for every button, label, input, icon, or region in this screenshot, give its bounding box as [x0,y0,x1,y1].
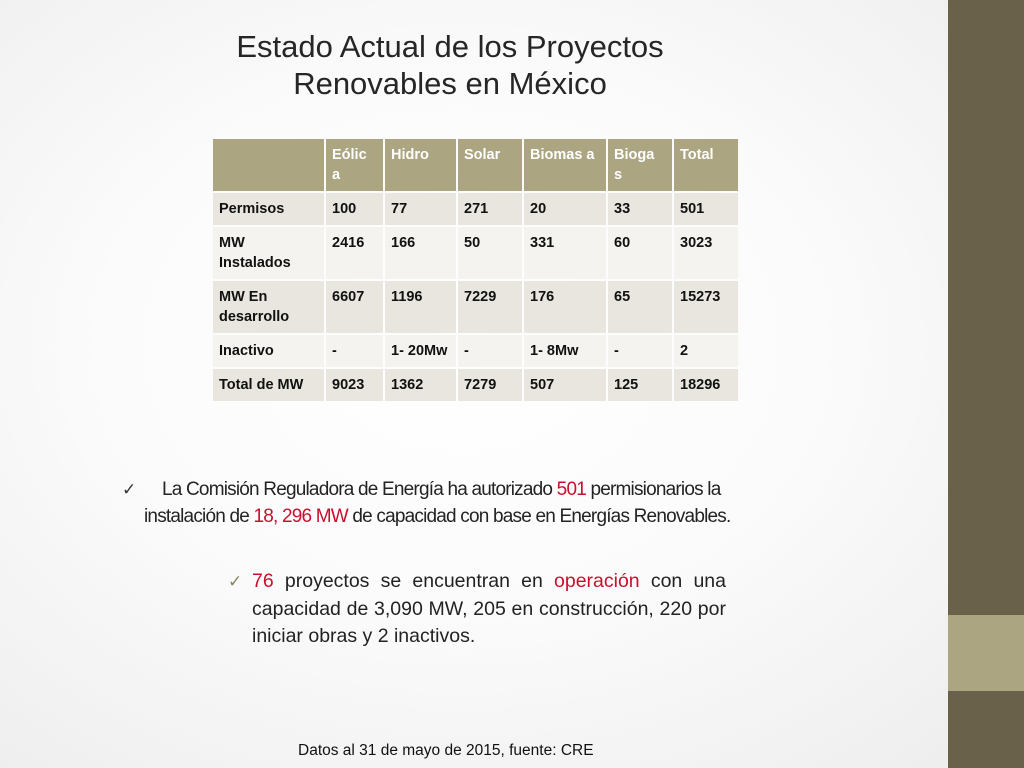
bullet-projects-status [228,568,726,651]
table-cell: 176 [524,281,606,333]
bullet-text: con una capacidad de 3,090 MW, 205 en construcción, 220 por iniciar obras y 2 inactivos. [252,570,726,647]
projects-count: 76 [252,570,274,592]
table-cell: 77 [385,193,456,225]
bullet-text: de capacidad con base en Energías Renovables. [347,506,731,527]
table-row [213,227,738,279]
row-label: Inactivo [213,335,324,367]
bullet-line-1 [122,476,822,503]
capacity-total: 18, 296 MW [253,506,348,527]
row-label: MW Instalados [213,227,324,279]
table-cell: 100 [326,193,383,225]
header-cell: Solar [458,139,522,191]
bullet-text: permisionarios la [585,479,721,500]
table-cell: 7279 [458,369,522,401]
table-row [213,193,738,225]
row-label: Total de MW [213,369,324,401]
row-label: MW En desarrollo [213,281,324,333]
table-cell: 501 [674,193,738,225]
bullet-cre-authorization [122,476,822,530]
bullet-text: instalación de [144,506,254,527]
table-cell: 507 [524,369,606,401]
bullet-body [252,568,726,651]
table-cell: 3023 [674,227,738,279]
slide-title [0,28,900,102]
table-cell: 1362 [385,369,456,401]
table-cell: 15273 [674,281,738,333]
table-cell: - [326,335,383,367]
table-row [213,335,738,367]
table-cell: 6607 [326,281,383,333]
table-cell: 1196 [385,281,456,333]
checkmark-icon: ✓ [122,480,136,499]
table-cell: 166 [385,227,456,279]
table-cell: 1- 8Mw [524,335,606,367]
header-cell: Total [674,139,738,191]
side-bar-accent [948,615,1024,691]
table-cell: 65 [608,281,672,333]
title-line-2: Renovables en México [293,66,607,101]
header-cell [213,139,324,191]
row-label: Permisos [213,193,324,225]
table-cell: 1- 20Mw [385,335,456,367]
header-cell: Biomas a [524,139,606,191]
bullet-line-2 [122,503,822,530]
bullet-text: proyectos se encuentran en [273,570,554,592]
table-cell: 50 [458,227,522,279]
projects-table [211,137,740,403]
table-cell: 20 [524,193,606,225]
table-cell: - [458,335,522,367]
header-cell: Bioga s [608,139,672,191]
header-cell: Eólic a [326,139,383,191]
table-cell: 7229 [458,281,522,333]
header-cell: Hidro [385,139,456,191]
source-note: Datos al 31 de mayo de 2015, fuente: CRE [298,742,594,759]
table-cell: 9023 [326,369,383,401]
table-cell: 2416 [326,227,383,279]
table-row [213,369,738,401]
table-cell: 18296 [674,369,738,401]
permits-count: 501 [556,479,586,500]
table-cell: - [608,335,672,367]
title-line-1: Estado Actual de los Proyectos [236,29,664,64]
table-cell: 271 [458,193,522,225]
operation-highlight: operación [554,570,640,592]
table-cell: 2 [674,335,738,367]
table-cell: 60 [608,227,672,279]
bullet-text: La Comisión Reguladora de Energía ha autorizado [162,479,557,500]
table-cell: 331 [524,227,606,279]
table-header-row [213,139,738,191]
table-cell: 125 [608,369,672,401]
table-row [213,281,738,333]
checkmark-icon: ✓ [228,572,243,591]
table-cell: 33 [608,193,672,225]
